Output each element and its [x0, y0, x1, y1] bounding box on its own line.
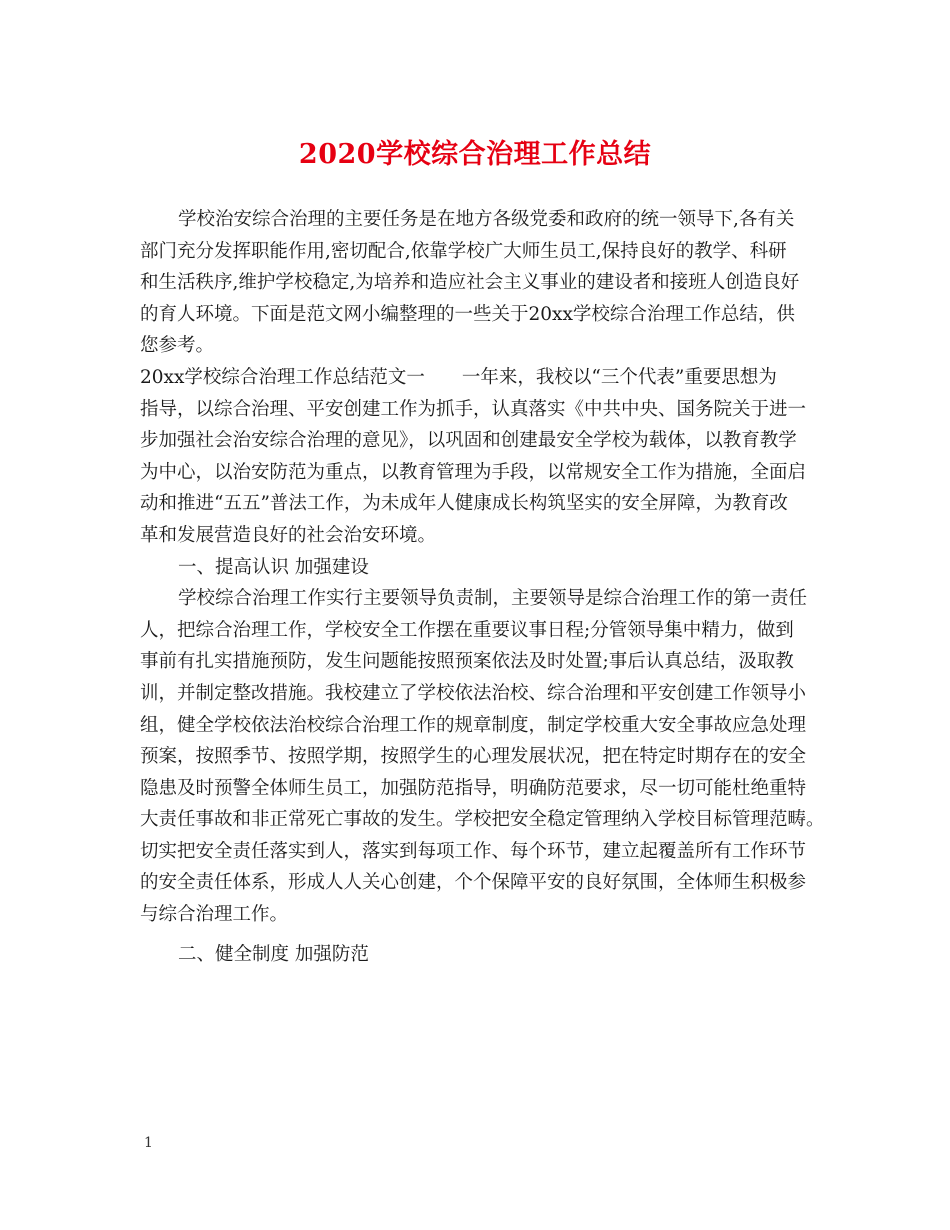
body-line-16: 训，并制定整改措施。我校建立了学校依法治校、综合治理和平安创建工作领导小 — [140, 682, 807, 704]
body-line-10: 动和推进“五五”普法工作，为未成年人健康成长构筑坚实的安全屏障，为教育改 — [140, 493, 788, 515]
body-line-21: 切实把安全责任落实到人，落实到每项工作、每个环节，建立起覆盖所有工作环节 — [140, 840, 807, 862]
body-line-5: 您参考。 — [140, 335, 215, 357]
body-line-18: 预案，按照季节、按照学期，按照学生的心理发展状况，把在特定时期存在的安全 — [140, 746, 807, 768]
body-line-13: 学校综合治理工作实行主要领导负责制，主要领导是综合治理工作的第一责任 — [178, 588, 808, 610]
body-line-6: 20xx学校综合治理工作总结范文一 一年来，我校以“三个代表”重要思想为 — [140, 366, 777, 388]
body-line-20: 大责任事故和非正常死亡事故的发生。学校把安全稳定管理纳入学校目标管理范畴。 — [140, 809, 825, 831]
body-line-11: 革和发展营造良好的社会治安环境。 — [140, 524, 437, 546]
body-line-4: 的育人环境。下面是范文网小编整理的一些关于20xx学校综合治理工作总结，供 — [140, 303, 795, 325]
document-body — [140, 204, 825, 970]
body-line-9: 为中心，以治安防范为重点，以教育管理为手段，以常规安全工作为措施，全面启 — [140, 461, 807, 483]
body-line-22: 的安全责任体系，形成人人关心创建，个个保障平安的良好氛围，全体师生积极参 — [140, 872, 807, 894]
body-line-3: 和生活秩序,维护学校稳定,为培养和造应社会主义事业的建设者和接班人创造良好 — [140, 272, 800, 294]
body-line-7: 指导，以综合治理、平安创建工作为抓手，认真落实《中共中央、国务院关于进一 — [140, 398, 807, 420]
body-line-14: 人，把综合治理工作，学校安全工作摆在重要议事日程;分管领导集中精力，做到 — [140, 619, 794, 641]
body-line-23: 与综合治理工作。 — [140, 904, 289, 926]
body-line-8: 步加强社会治安综合治理的意见》，以巩固和创建最安全学校为载体，以教育教学 — [140, 430, 797, 452]
section-heading-1: 一、提高认识 加强建设 — [178, 556, 369, 578]
body-line-19: 隐患及时预警全体师生员工，加强防范指导，明确防范要求，尽一切可能杜绝重特 — [140, 777, 807, 799]
page-number: 1 — [144, 1135, 153, 1151]
body-line-17: 组，健全学校依法治校综合治理工作的规章制度，制定学校重大安全事故应急处理 — [140, 714, 807, 736]
document-title: 2020学校综合治理工作总结 — [298, 139, 652, 170]
body-line-1: 学校治安综合治理的主要任务是在地方各级党委和政府的统一领导下,各有关 — [178, 209, 795, 230]
body-line-15: 事前有扎实措施预防，发生问题能按照预案依法及时处置;事后认真总结，汲取教 — [140, 651, 794, 673]
section-heading-2: 二、健全制度 加强防范 — [178, 943, 369, 965]
body-line-2: 部门充分发挥职能作用,密切配合,依靠学校广大师生员工,保持良好的教学、科研 — [140, 240, 787, 262]
